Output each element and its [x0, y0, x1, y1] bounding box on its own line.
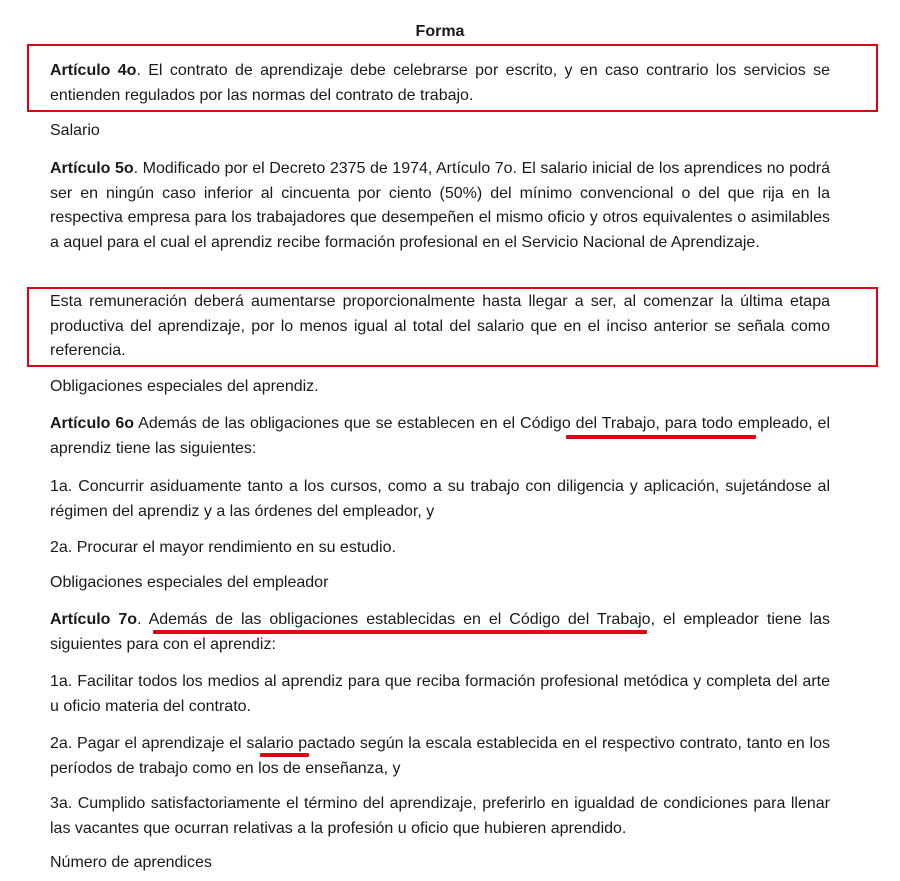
- article-7-label: Artículo 7o: [50, 611, 138, 628]
- article-6-text: Además de las obligaciones que se establecen en el Código del Trabajo, para todo empleado, el aprendiz tiene las siguientes:: [50, 415, 831, 457]
- obligaciones-aprendiz-heading: Obligaciones especiales del aprendiz.: [50, 378, 319, 395]
- article-5-text: . Modificado por el Decreto 2375 de 1974, Artículo 7o. El salario inicial de los aprendices no podrá ser en ningún caso inferior al cincuenta por ciento (50%) del mínimo convencional o del que rija en la respectiva empresa para los trabajadores que desempeñen el mismo oficio y otros equivalentes o asimilables a aquel para el cual el aprendiz recibe formación profesional en el Servicio Nacional de Aprendizaje.: [50, 160, 831, 251]
- article-7-item-1: 1a. Facilitar todos los medios al aprendiz para que reciba formación profesional metódica y completa del arte u oficio materia del contrato.: [50, 673, 830, 715]
- underline-obligaciones-codigo-art7: [153, 630, 647, 634]
- article-7-text: . Además de las obligaciones establecidas en el Código del Trabajo, el empleador tiene las siguientes para con el aprendiz:: [50, 611, 830, 653]
- underline-salario: [260, 753, 309, 757]
- article-6-item-2: 2a. Procurar el mayor rendimiento en su estudio.: [50, 539, 396, 556]
- article-5-label: Artículo 5o: [50, 160, 134, 177]
- article-4-label: Artículo 4o: [50, 62, 137, 79]
- obligaciones-empleador-heading: Obligaciones especiales del empleador: [50, 574, 329, 591]
- remuneracion-paragraph: Esta remuneración deberá aumentarse proporcionalmente hasta llegar a ser, al comenzar la última etapa productiva del aprendizaje, por lo menos igual al total del salario que en el inciso anterior se señala como referencia.: [50, 293, 830, 359]
- salario-heading: Salario: [50, 122, 100, 139]
- article-6-item-1: 1a. Concurrir asiduamente tanto a los cursos, como a su trabajo con diligencia y aplicación, sujetándose al régimen del aprendiz y a las órdenes del empleador, y: [50, 478, 830, 520]
- article-5-paragraph: [50, 157, 830, 255]
- article-7-item-3: 3a. Cumplido satisfactoriamente el término del aprendizaje, preferirlo en igualdad de condiciones para llenar las vacantes que ocurran relativas a la profesión u oficio que hubieren aprendido.: [50, 795, 830, 837]
- section-title: Forma: [415, 23, 465, 40]
- highlight-box-remuneracion: [27, 287, 878, 367]
- highlight-box-article-4: [27, 44, 878, 112]
- numero-aprendices-heading: Número de aprendices: [50, 854, 212, 871]
- article-7-item-2: 2a. Pagar el aprendizaje el salario pactado según la escala establecida en el respectivo contrato, tanto en los períodos de trabajo como en los de enseñanza, y: [50, 735, 830, 777]
- article-4-text: . El contrato de aprendizaje debe celebrarse por escrito, y en caso contrario los servicios se entienden regulados por las normas del contrato de trabajo.: [50, 62, 831, 104]
- article-6-label: Artículo 6o: [50, 415, 135, 432]
- underline-codigo-trabajo-art6: [566, 435, 756, 439]
